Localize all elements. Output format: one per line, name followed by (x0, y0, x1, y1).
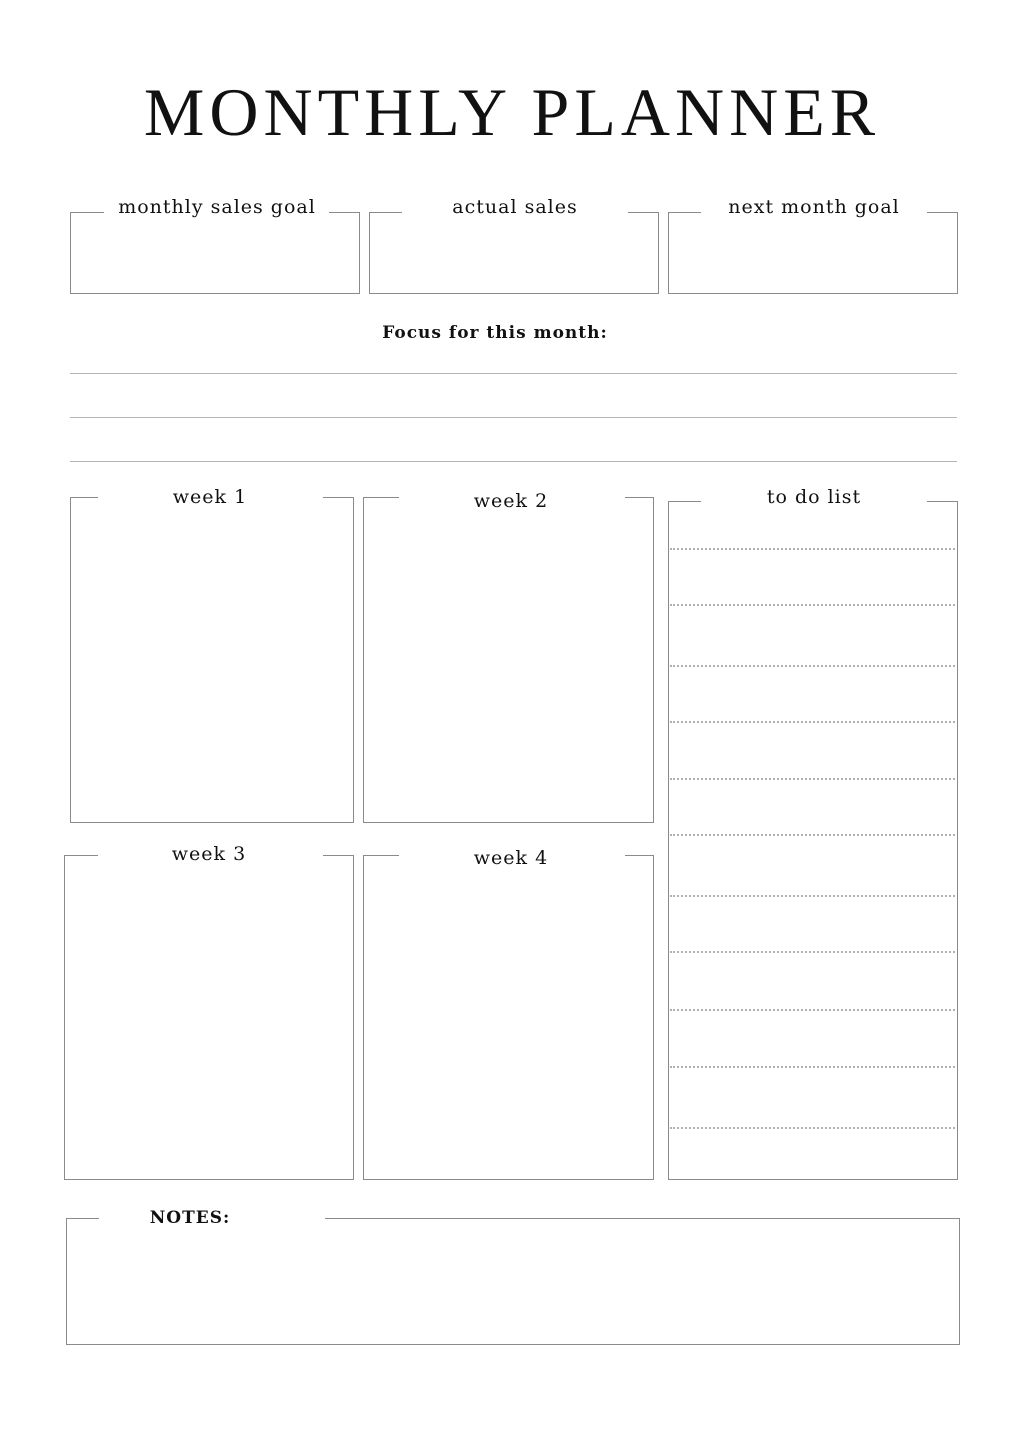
todo-list-label: to do list (766, 486, 862, 508)
todo-line[interactable] (670, 778, 955, 780)
week-1-box[interactable] (70, 497, 354, 823)
notes-label: NOTES: (149, 1208, 231, 1228)
todo-line[interactable] (670, 548, 955, 550)
monthly-sales-goal-label: monthly sales goal (118, 196, 316, 218)
actual-sales-field[interactable] (369, 212, 659, 294)
todo-line[interactable] (670, 1127, 955, 1129)
actual-sales-label: actual sales (452, 196, 578, 218)
todo-line[interactable] (670, 895, 955, 897)
monthly-sales-goal-field[interactable] (70, 212, 360, 294)
todo-line[interactable] (670, 604, 955, 606)
todo-line[interactable] (670, 1066, 955, 1068)
todo-line[interactable] (670, 834, 955, 836)
week-3-box[interactable] (64, 855, 354, 1180)
notes-box[interactable] (66, 1218, 960, 1345)
next-month-goal-label: next month goal (728, 196, 900, 218)
focus-label: Focus for this month: (382, 323, 608, 343)
page-title: MONTHLY PLANNER (143, 74, 881, 150)
week-3-label: week 3 (171, 843, 247, 865)
todo-list-box[interactable] (668, 501, 958, 1180)
week-4-box[interactable] (363, 855, 654, 1180)
week-2-label: week 2 (473, 490, 549, 512)
week-4-label: week 4 (473, 847, 549, 869)
focus-line-1[interactable] (70, 373, 957, 374)
todo-line[interactable] (670, 1009, 955, 1011)
todo-line[interactable] (670, 665, 955, 667)
todo-line[interactable] (670, 721, 955, 723)
todo-line[interactable] (670, 951, 955, 953)
focus-line-3[interactable] (70, 461, 957, 462)
next-month-goal-field[interactable] (668, 212, 958, 294)
focus-line-2[interactable] (70, 417, 957, 418)
week-1-label: week 1 (172, 486, 248, 508)
week-2-box[interactable] (363, 497, 654, 823)
